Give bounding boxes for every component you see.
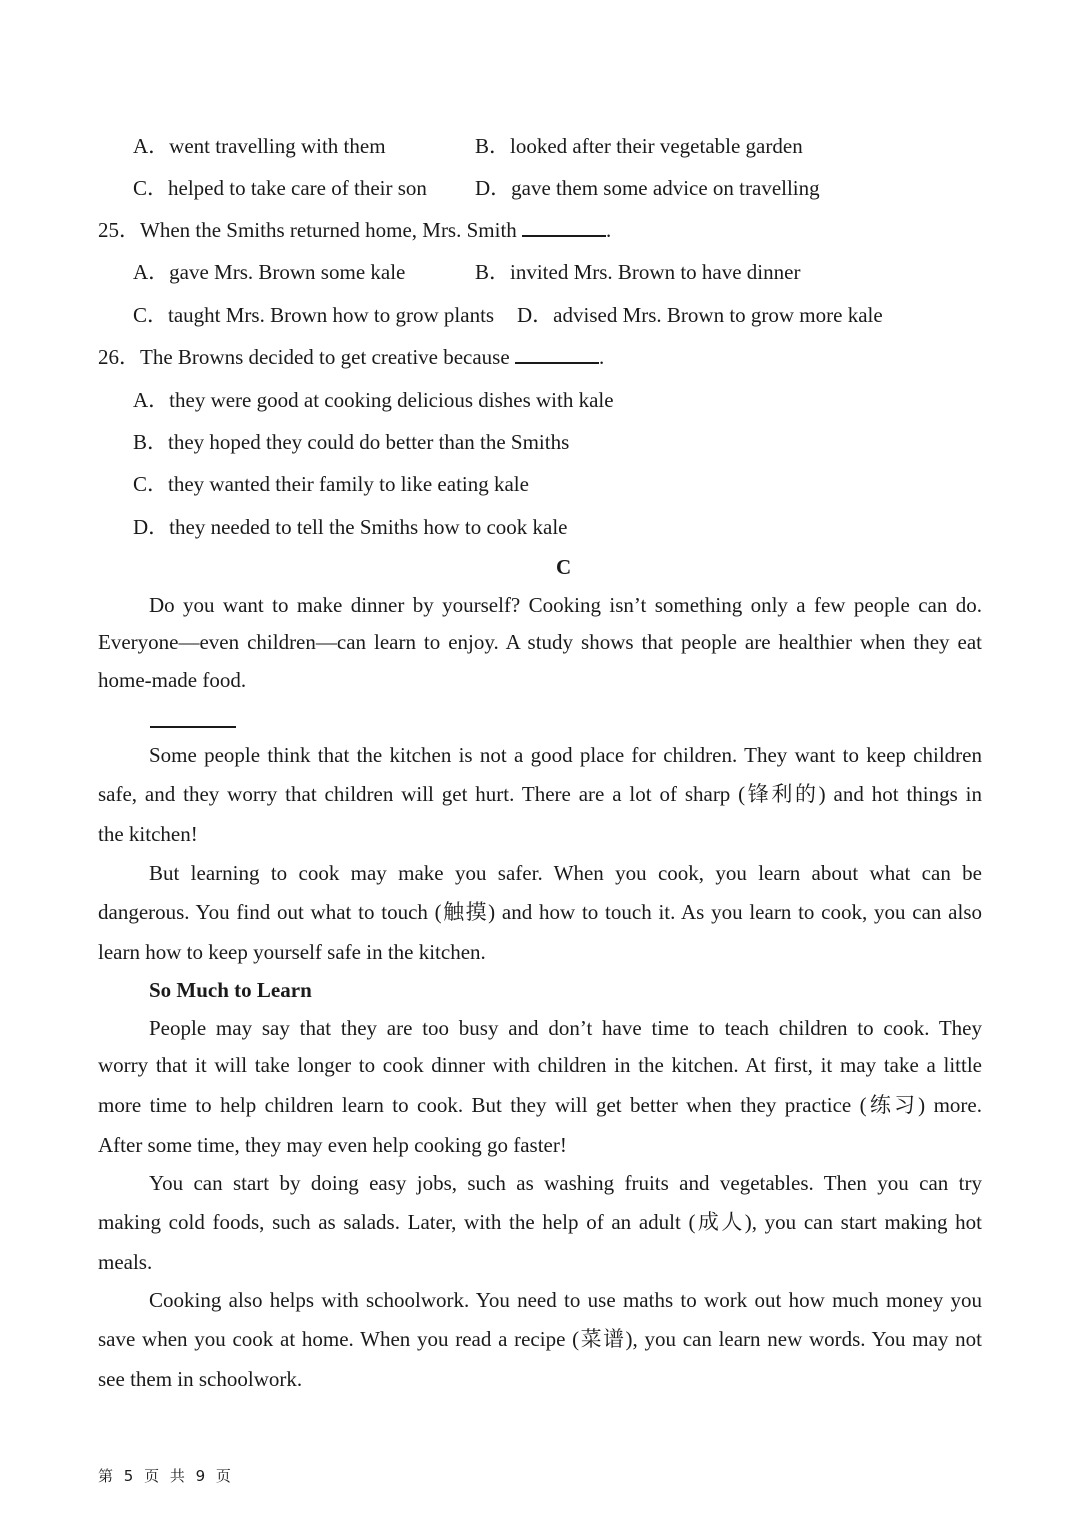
p4-line-3: more time to help children learn to cook. But they will get better when they practice (练习) more.	[98, 1093, 982, 1117]
page-footer: 第 5 页 共 9 页	[98, 1467, 234, 1485]
p6-line-1: Cooking also helps with schoolwork. You need to use maths to work out how much money you	[149, 1288, 982, 1312]
q26-option-c: C．they wanted their family to like eating kale	[133, 472, 529, 496]
p5-line-3: meals.	[98, 1250, 153, 1274]
q24-option-a: A．went travelling with them	[133, 134, 386, 158]
q26-answer-blank	[515, 344, 599, 364]
heading-answer-blank	[150, 726, 236, 728]
q24-option-c: C．helped to take care of their son	[133, 176, 427, 200]
q25-option-a: A．gave Mrs. Brown some kale	[133, 260, 406, 284]
p4-line-4: After some time, they may even help cooking go faster!	[98, 1133, 567, 1157]
q25-answer-blank	[522, 217, 606, 237]
p1-line-2: Everyone—even children—can learn to enjoy. A study shows that people are healthier when they eat	[98, 630, 982, 654]
p6-line-3: see them in schoolwork.	[98, 1367, 303, 1391]
section-c-heading: C	[556, 555, 572, 579]
q24-option-b: B．looked after their vegetable garden	[475, 134, 803, 158]
q26-stem	[98, 344, 604, 370]
q26-stem-end: .	[598, 345, 605, 369]
q25-option-c: C．taught Mrs. Brown how to grow plants	[133, 303, 495, 327]
p3-line-2: dangerous. You find out what to touch (触摸) and how to touch it. As you learn to cook, you can also	[98, 900, 982, 924]
q25-stem	[98, 217, 611, 243]
q24-option-d: D．gave them some advice on travelling	[475, 176, 820, 200]
q26-option-d: D．they needed to tell the Smiths how to cook kale	[133, 515, 568, 539]
q25-option-d: D．advised Mrs. Brown to grow more kale	[517, 303, 883, 327]
q25-option-b: B．invited Mrs. Brown to have dinner	[475, 260, 801, 284]
p4-line-1: People may say that they are too busy and don’t have time to teach children to cook. They	[149, 1016, 982, 1040]
p3-line-3: learn how to keep yourself safe in the kitchen.	[98, 940, 486, 964]
q25-stem-text: 25．When the Smiths returned home, Mrs. Smith	[98, 218, 517, 242]
p2-line-1: Some people think that the kitchen is not a good place for children. They want to keep children	[149, 743, 982, 767]
subheading-so-much-to-learn: So Much to Learn	[149, 978, 312, 1002]
p1-line-3: home-made food.	[98, 668, 247, 692]
p5-line-2: making cold foods, such as salads. Later, with the help of an adult (成人), you can start making hot	[98, 1210, 982, 1234]
p2-line-2: safe, and they worry that children will get hurt. There are a lot of sharp (锋利的) and hot things in	[98, 782, 982, 806]
q26-option-a: A．they were good at cooking delicious dishes with kale	[133, 388, 614, 412]
p2-line-3: the kitchen!	[98, 822, 198, 846]
q26-stem-text: 26．The Browns decided to get creative because	[98, 345, 510, 369]
p5-line-1: You can start by doing easy jobs, such as washing fruits and vegetables. Then you can try	[149, 1171, 982, 1195]
q26-option-b: B．they hoped they could do better than the Smiths	[133, 430, 570, 454]
p4-line-2: worry that it will take longer to cook dinner with children in the kitchen. At first, it may take a little	[98, 1053, 982, 1077]
q25-stem-end: .	[606, 218, 612, 242]
p6-line-2: save when you cook at home. When you read a recipe (菜谱), you can learn new words. You may not	[98, 1327, 982, 1351]
p1-line-1: Do you want to make dinner by yourself? Cooking isn’t something only a few people can do.	[149, 593, 982, 617]
p3-line-1: But learning to cook may make you safer. When you cook, you learn about what can be	[149, 861, 982, 885]
